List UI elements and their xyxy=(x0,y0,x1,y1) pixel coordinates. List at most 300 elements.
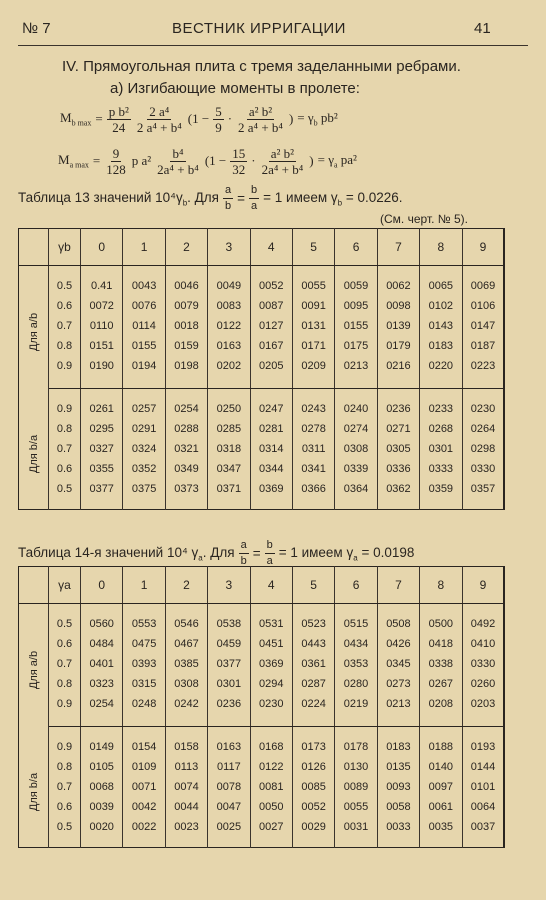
table-row xyxy=(19,614,505,634)
page-header xyxy=(0,6,546,46)
table-cell: 0049 xyxy=(208,276,250,296)
f2-frac2-den: 2a⁴ + b⁴ xyxy=(157,161,199,177)
table-cell: 0338 xyxy=(420,654,462,674)
table-cell: 0359 xyxy=(420,479,462,499)
table-row xyxy=(19,479,505,499)
spacer-cell xyxy=(165,837,207,848)
table-cell: 0243 xyxy=(292,399,334,419)
table-cell: 0155 xyxy=(335,316,377,336)
spacer-cell xyxy=(420,727,462,738)
table-cell: 0459 xyxy=(208,634,250,654)
table-cell: 0361 xyxy=(292,654,334,674)
spacer-cell xyxy=(208,604,250,615)
table-row xyxy=(19,276,505,296)
column-header: 5 xyxy=(292,229,334,266)
table-cell: 0220 xyxy=(420,356,462,376)
table-cell: 0295 xyxy=(81,419,123,439)
column-header: 6 xyxy=(335,567,377,604)
group-end-row xyxy=(19,837,505,848)
column-header: 1 xyxy=(123,567,165,604)
spacer-cell xyxy=(81,727,123,738)
spacer-cell xyxy=(335,499,377,510)
table-cell: 0318 xyxy=(208,439,250,459)
table-row xyxy=(19,674,505,694)
table-cell: 0219 xyxy=(335,694,377,714)
table-cell: 0190 xyxy=(81,356,123,376)
table-row xyxy=(19,336,505,356)
table-cell: 0336 xyxy=(377,459,419,479)
column-header: 0 xyxy=(81,229,123,266)
table-cell: 0188 xyxy=(420,737,462,757)
table-cell: 0236 xyxy=(377,399,419,419)
table-cell: 0451 xyxy=(250,634,292,654)
table-cell: 0330 xyxy=(470,463,496,475)
table-cell: 0050 xyxy=(250,797,292,817)
table-cell: 0364 xyxy=(335,479,377,499)
table-cell: 0475 xyxy=(123,634,165,654)
table-cell: 0046 xyxy=(165,276,207,296)
spacer-cell xyxy=(420,376,462,389)
table-cell: 0467 xyxy=(165,634,207,654)
table-cell: 0377 xyxy=(208,654,250,674)
table-cell: 0254 xyxy=(165,399,207,419)
spacer-cell xyxy=(292,389,334,400)
table-cell: 0308 xyxy=(165,674,207,694)
table-cell: 0418 xyxy=(420,634,462,654)
f2-frac2-num: b⁴ xyxy=(172,145,184,161)
table-cell: 0366 xyxy=(292,479,334,499)
table-cell: 0042 xyxy=(123,797,165,817)
table-cell: 0076 xyxy=(123,296,165,316)
spacer-cell xyxy=(165,266,207,277)
t14-cap-frac1 xyxy=(239,538,249,569)
table-cell: 0074 xyxy=(165,777,207,797)
column-header: 9 xyxy=(462,567,504,604)
table-cell: 0216 xyxy=(377,356,419,376)
table-cell: 0061 xyxy=(420,797,462,817)
table-cell: 0023 xyxy=(165,817,207,837)
t13-cap-sub2: b xyxy=(337,198,343,208)
spacer-cell xyxy=(377,837,419,848)
table-cell: 0492 xyxy=(470,618,496,630)
table-cell: 0323 xyxy=(81,674,123,694)
row-key: 0.9 xyxy=(49,737,81,757)
table-cell: 0087 xyxy=(250,296,292,316)
spacer-cell xyxy=(208,727,250,738)
spacer-cell xyxy=(420,837,462,848)
row-key: 0.8 xyxy=(49,419,81,439)
table-cell: 0273 xyxy=(377,674,419,694)
spacer-cell xyxy=(292,604,334,615)
table-cell: 0531 xyxy=(250,614,292,634)
row-key: 0.6 xyxy=(49,459,81,479)
table-cell: 0349 xyxy=(165,459,207,479)
table-cell: 0135 xyxy=(377,757,419,777)
f1-close: ) xyxy=(288,111,294,126)
spacer-cell xyxy=(335,604,377,615)
table-cell: 0114 xyxy=(123,316,165,336)
table-cell: 0097 xyxy=(420,777,462,797)
table-cell: 0068 xyxy=(81,777,123,797)
table-cell: 0401 xyxy=(81,654,123,674)
table-cell: 0434 xyxy=(335,634,377,654)
group-label: Для a/b xyxy=(27,313,40,352)
spacer-cell xyxy=(292,837,334,848)
f1-lhs: M xyxy=(60,110,72,126)
spacer-cell xyxy=(250,727,292,738)
group-end-row xyxy=(19,499,505,510)
table-cell: 0059 xyxy=(335,276,377,296)
table-row xyxy=(19,356,505,376)
table-cell: 0044 xyxy=(165,797,207,817)
table14-caption xyxy=(18,538,414,569)
table-cell: 0085 xyxy=(292,777,334,797)
table-row xyxy=(19,316,505,336)
column-header: 5 xyxy=(292,567,334,604)
t14-frac2-n: b xyxy=(265,538,275,554)
spacer-cell xyxy=(335,837,377,848)
f1-rhs-sub: b xyxy=(313,118,318,128)
t14-cap-sub: a xyxy=(198,553,203,563)
spacer-cell xyxy=(165,714,207,727)
spacer-cell xyxy=(292,714,334,727)
table-cell: 0131 xyxy=(292,316,334,336)
row-key: 0.7 xyxy=(49,316,81,336)
table-cell: 0553 xyxy=(123,614,165,634)
table-cell: 0105 xyxy=(81,757,123,777)
spacer-cell xyxy=(462,266,504,277)
table-cell: 0353 xyxy=(335,654,377,674)
spacer-cell xyxy=(462,727,504,738)
spacer-cell xyxy=(292,376,334,389)
spacer-cell xyxy=(462,376,504,389)
table-cell: 0247 xyxy=(250,399,292,419)
t13-cap-sub: b xyxy=(182,198,188,208)
table-cell: 0155 xyxy=(123,336,165,356)
table-cell: 0102 xyxy=(420,296,462,316)
table-row xyxy=(19,654,505,674)
column-header: 1 xyxy=(123,229,165,266)
row-key: 0.5 xyxy=(49,479,81,499)
f2-frac2 xyxy=(155,146,201,177)
f1-rhs-tail: pb² xyxy=(320,110,338,126)
spacer-cell xyxy=(250,837,292,848)
spacer-cell xyxy=(123,266,165,277)
group-label: Для b/a xyxy=(27,434,40,474)
table-cell: 0193 xyxy=(470,741,496,753)
table-cell: 0546 xyxy=(165,614,207,634)
spacer-cell xyxy=(420,499,462,510)
row-key: 0.9 xyxy=(49,399,81,419)
spacer-cell xyxy=(377,604,419,615)
t13-cap-d: = 0.0226. xyxy=(345,189,403,205)
table-cell: 0271 xyxy=(377,419,419,439)
table-cell: 0081 xyxy=(250,777,292,797)
f1-lhs-sub: b max xyxy=(71,118,92,128)
table-cell: 0091 xyxy=(292,296,334,316)
column-header: 3 xyxy=(208,229,250,266)
spacer-cell xyxy=(49,389,81,400)
table-cell: 0095 xyxy=(335,296,377,316)
t14-cap-a: Таблица 14-я значений 10⁴ γ xyxy=(18,544,199,560)
table-cell: 0122 xyxy=(250,757,292,777)
spacer-cell xyxy=(250,604,292,615)
column-header: 3 xyxy=(208,567,250,604)
row-key: 0.7 xyxy=(49,654,81,674)
table-cell: 0339 xyxy=(335,459,377,479)
table-cell: 0029 xyxy=(292,817,334,837)
t13-cap-eq: = xyxy=(237,191,246,206)
row-key: 0.6 xyxy=(49,296,81,316)
spacer-cell xyxy=(377,727,419,738)
table-cell: 0147 xyxy=(470,320,496,332)
table-cell: 0224 xyxy=(292,694,334,714)
row-key: 0.5 xyxy=(49,614,81,634)
table-cell: 0098 xyxy=(377,296,419,316)
spacer-cell xyxy=(292,499,334,510)
table-cell: 0078 xyxy=(208,777,250,797)
spacer-cell xyxy=(123,837,165,848)
spacer-cell xyxy=(420,714,462,727)
table-row xyxy=(19,296,505,316)
table-cell: 0183 xyxy=(420,336,462,356)
table-cell: 0223 xyxy=(470,360,496,372)
spacer-cell xyxy=(377,376,419,389)
table-cell: 0369 xyxy=(250,479,292,499)
table-cell: 0301 xyxy=(420,439,462,459)
table-cell: 0202 xyxy=(208,356,250,376)
table-cell: 0267 xyxy=(420,674,462,694)
table-cell: 0369 xyxy=(250,654,292,674)
table-cell: 0484 xyxy=(81,634,123,654)
spacer-cell xyxy=(462,604,504,615)
table-cell: 0.41 xyxy=(81,276,123,296)
table-cell: 0143 xyxy=(420,316,462,336)
table-cell: 0250 xyxy=(208,399,250,419)
spacer-cell xyxy=(462,714,504,727)
spacer-cell xyxy=(208,389,250,400)
table-row xyxy=(19,694,505,714)
spacer-cell xyxy=(377,266,419,277)
table-header-row xyxy=(19,567,505,604)
table-cell: 0538 xyxy=(208,614,250,634)
table-cell: 0117 xyxy=(208,757,250,777)
spacer-cell xyxy=(335,727,377,738)
table-cell: 0410 xyxy=(470,638,496,650)
table-cell: 0344 xyxy=(250,459,292,479)
table-cell: 0371 xyxy=(208,479,250,499)
table-cell: 0327 xyxy=(81,439,123,459)
table-cell: 0373 xyxy=(165,479,207,499)
t13-cap-frac2 xyxy=(249,183,259,214)
f2-frac1-num: 9 xyxy=(112,145,120,161)
table-cell: 0093 xyxy=(377,777,419,797)
table-cell: 0205 xyxy=(250,356,292,376)
table-cell: 0213 xyxy=(335,356,377,376)
group-end-row xyxy=(19,714,505,727)
table-cell: 0308 xyxy=(335,439,377,459)
f1-open: (1 − xyxy=(187,111,210,126)
t13-cap-c: = 1 имеем γ xyxy=(263,189,338,205)
table-cell: 0140 xyxy=(420,757,462,777)
table-cell: 0127 xyxy=(250,316,292,336)
spacer-cell xyxy=(49,604,81,615)
table-cell: 0109 xyxy=(123,757,165,777)
table-cell: 0355 xyxy=(81,459,123,479)
table-cell: 0280 xyxy=(335,674,377,694)
table-cell: 0515 xyxy=(335,614,377,634)
table-cell: 0037 xyxy=(470,821,496,833)
table-cell: 0523 xyxy=(292,614,334,634)
f1-frac2 xyxy=(135,104,184,135)
table-cell: 0362 xyxy=(377,479,419,499)
spacer-cell xyxy=(19,604,49,615)
spacer-cell xyxy=(208,837,250,848)
table-row xyxy=(19,737,505,757)
spacer-cell xyxy=(19,389,49,400)
table-cell: 0352 xyxy=(123,459,165,479)
table-row xyxy=(19,459,505,479)
table-cell: 0101 xyxy=(470,781,496,793)
table-cell: 0254 xyxy=(81,694,123,714)
group-label-cell xyxy=(19,276,49,389)
spacer-cell xyxy=(81,604,123,615)
table-cell: 0113 xyxy=(165,757,207,777)
group-label: Для b/a xyxy=(27,772,40,812)
row-key: 0.8 xyxy=(49,757,81,777)
row-key: 0.5 xyxy=(49,276,81,296)
table-cell: 0236 xyxy=(208,694,250,714)
t14-cap-frac2 xyxy=(265,538,275,569)
table-cell: 0183 xyxy=(377,737,419,757)
group-label-cell xyxy=(19,399,49,510)
table-cell: 0171 xyxy=(292,336,334,356)
column-header: 2 xyxy=(165,567,207,604)
table-cell: 0149 xyxy=(81,737,123,757)
spacer-cell xyxy=(81,376,123,389)
table-cell: 0281 xyxy=(250,419,292,439)
spacer-cell xyxy=(81,714,123,727)
table-cell: 0305 xyxy=(377,439,419,459)
spacer-cell xyxy=(420,266,462,277)
spacer-cell xyxy=(49,837,81,848)
table-header-row xyxy=(19,229,505,266)
column-header: 2 xyxy=(165,229,207,266)
f1-frac4-den: 2 a⁴ + b⁴ xyxy=(238,119,283,135)
spacer-cell xyxy=(165,499,207,510)
spacer-row xyxy=(19,389,505,400)
spacer-cell xyxy=(250,499,292,510)
spacer-cell xyxy=(165,727,207,738)
row-key: 0.8 xyxy=(49,336,81,356)
table-cell: 0144 xyxy=(470,761,496,773)
table-cell: 0069 xyxy=(470,280,496,292)
table-cell: 0187 xyxy=(470,340,496,352)
f2-open: (1 − xyxy=(204,153,227,168)
spacer-cell xyxy=(49,499,81,510)
f2-frac3-num: 15 xyxy=(232,145,246,161)
spacer-cell xyxy=(49,714,81,727)
table-cell: 0130 xyxy=(335,757,377,777)
table-cell: 0230 xyxy=(250,694,292,714)
table-cell: 0025 xyxy=(208,817,250,837)
spacer-cell xyxy=(19,266,49,277)
spacer-cell xyxy=(81,837,123,848)
table-cell: 0298 xyxy=(470,443,496,455)
t13-cap-a: Таблица 13 значений 10⁴γ xyxy=(18,189,183,205)
table-cell: 0274 xyxy=(335,419,377,439)
table-cell: 0385 xyxy=(165,654,207,674)
spacer-cell xyxy=(250,376,292,389)
table-cell: 0052 xyxy=(292,797,334,817)
spacer-cell xyxy=(81,499,123,510)
f2-eq: = xyxy=(92,153,101,168)
t13-cap-b: . Для xyxy=(187,189,219,205)
table-cell: 0261 xyxy=(81,399,123,419)
spacer-cell xyxy=(377,714,419,727)
table-cell: 0168 xyxy=(250,737,292,757)
spacer-cell xyxy=(208,376,250,389)
spacer-cell xyxy=(462,499,504,510)
f2-rhs: = γ xyxy=(317,152,334,168)
table-cell: 0209 xyxy=(292,356,334,376)
table-cell: 0065 xyxy=(420,276,462,296)
table-cell: 0208 xyxy=(420,694,462,714)
table-cell: 0257 xyxy=(123,399,165,419)
table-cell: 0324 xyxy=(123,439,165,459)
table-cell: 0198 xyxy=(165,356,207,376)
table-cell: 0260 xyxy=(470,678,496,690)
table-cell: 0294 xyxy=(250,674,292,694)
row-key: 0.7 xyxy=(49,439,81,459)
spacer-cell xyxy=(123,376,165,389)
spacer-cell xyxy=(377,499,419,510)
group-label-cell xyxy=(19,737,49,848)
table-cell: 0178 xyxy=(335,737,377,757)
header-rule xyxy=(18,45,528,46)
table-cell: 0426 xyxy=(377,634,419,654)
spacer-cell xyxy=(49,266,81,277)
spacer-cell xyxy=(123,389,165,400)
header-corner-empty xyxy=(19,229,49,266)
table-cell: 0126 xyxy=(292,757,334,777)
f1-frac4-num: a² b² xyxy=(248,103,273,119)
table-cell: 0106 xyxy=(470,300,496,312)
column-header: 7 xyxy=(377,567,419,604)
table-cell: 0122 xyxy=(208,316,250,336)
t14-cap-c: = 1 имеем γ xyxy=(278,544,354,560)
header-corner: γa xyxy=(49,567,81,604)
row-key: 0.6 xyxy=(49,797,81,817)
table-cell: 0213 xyxy=(377,694,419,714)
t13-frac2-n: b xyxy=(249,183,259,199)
header-corner-empty xyxy=(19,567,49,604)
table-cell: 0158 xyxy=(165,737,207,757)
table13-reference: (См. черт. № 5). xyxy=(380,212,468,226)
spacer-cell xyxy=(49,727,81,738)
f1-eq: = xyxy=(95,111,103,126)
table-cell: 0311 xyxy=(292,439,334,459)
table-cell: 0240 xyxy=(335,399,377,419)
f2-frac1-den: 128 xyxy=(106,161,126,177)
spacer-cell xyxy=(49,376,81,389)
table-cell: 0443 xyxy=(292,634,334,654)
row-key: 0.6 xyxy=(49,634,81,654)
table-cell: 0285 xyxy=(208,419,250,439)
table-row xyxy=(19,634,505,654)
f1-frac1-num: p b² xyxy=(108,103,129,119)
t13-cap-frac1 xyxy=(223,183,233,214)
